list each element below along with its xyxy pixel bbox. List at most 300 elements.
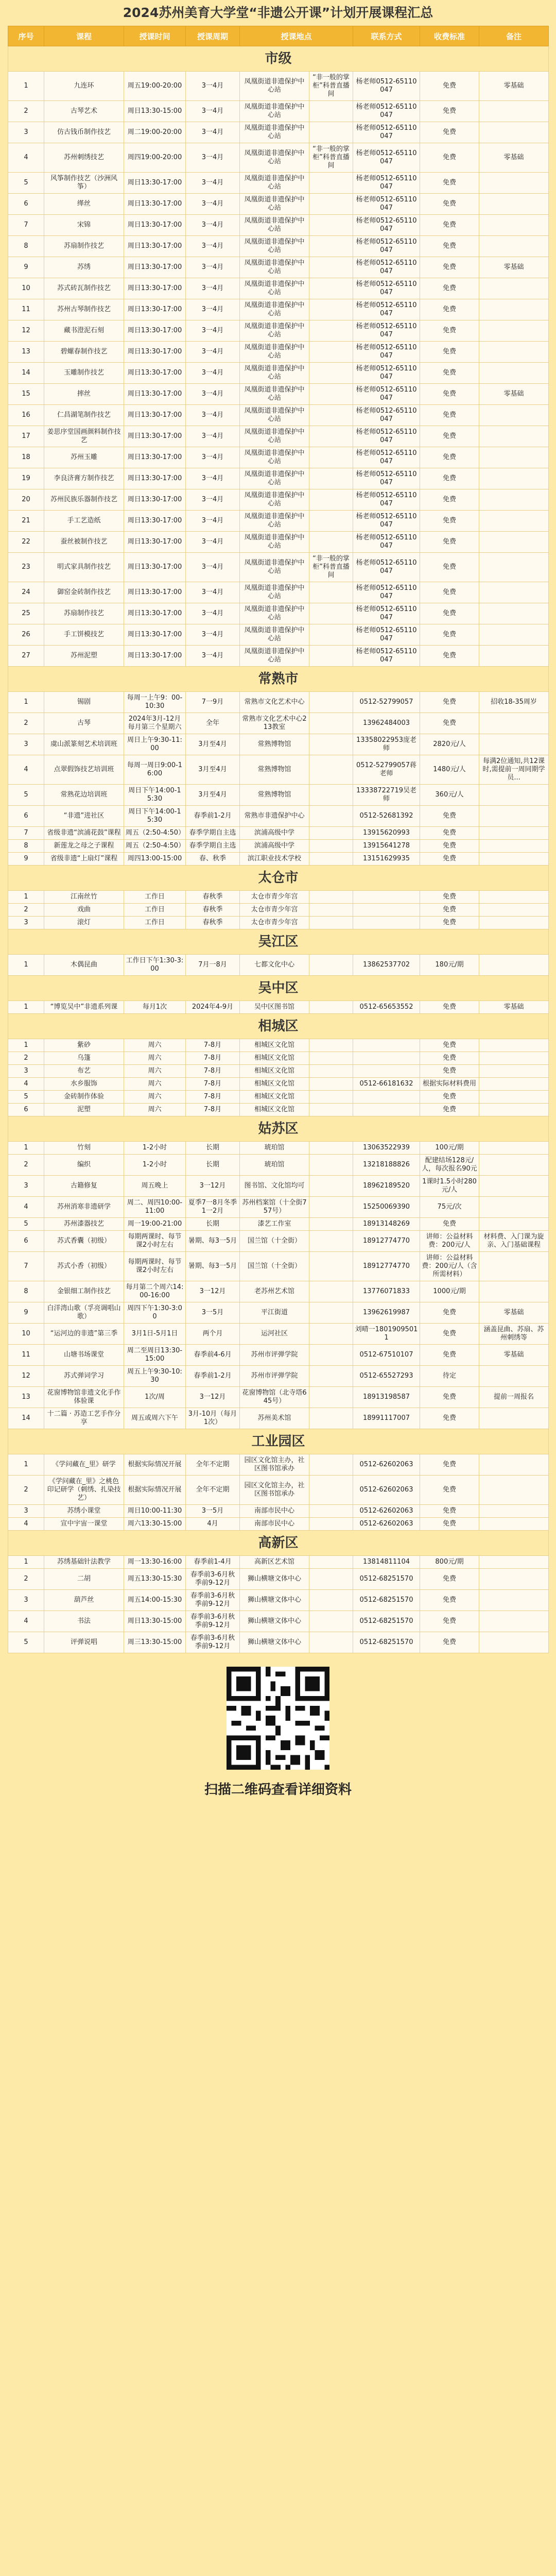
row-note	[479, 1078, 549, 1091]
row-time: 周日13:30-17:00	[124, 363, 186, 384]
row-tag	[309, 1197, 353, 1218]
row-course: 苏式香囊（初级）	[44, 1231, 124, 1252]
row-period: 暑期、每3一5月	[186, 1252, 240, 1281]
row-period: 3一4月	[186, 122, 240, 143]
row-no: 3	[8, 734, 44, 755]
row-fee: 免费	[420, 1505, 479, 1518]
row-note	[479, 1091, 549, 1104]
row-contact: 杨老师0512-65110047	[353, 72, 420, 101]
row-fee: 免费	[420, 582, 479, 603]
row-fee: 免费	[420, 447, 479, 468]
row-fee: 免费	[420, 1590, 479, 1611]
row-tag	[309, 713, 353, 734]
row-tag	[309, 1281, 353, 1302]
row-course: 《学问藏在_里》之桃色印记研学（刺绣、扎染技艺）	[44, 1476, 124, 1505]
row-note	[479, 101, 549, 122]
col-period: 授课周期	[186, 26, 240, 46]
row-period: 3一4月	[186, 603, 240, 624]
row-fee: 根据实际材料费用	[420, 1078, 479, 1091]
row-place: 凤凰街道非遗保护中心站	[240, 236, 309, 257]
row-place: 苏州档案馆（十全街757号）	[240, 1197, 309, 1218]
row-time: 1次/周	[124, 1387, 186, 1408]
table-row	[8, 917, 549, 929]
row-time: 周日13:30-17:00	[124, 384, 186, 405]
row-course: “非遗”进社区	[44, 806, 124, 827]
row-course: 仁昌湖笔制作技艺	[44, 405, 124, 426]
table-row	[8, 1065, 549, 1078]
row-period: 3一12月	[186, 1387, 240, 1408]
row-period: 2024年4-9月	[186, 1001, 240, 1014]
row-place: 凤凰街道非遗保护中心站	[240, 532, 309, 553]
row-tag	[309, 122, 353, 143]
row-period: 春季前3-6月秋季前9-12月	[186, 1569, 240, 1590]
row-period: 春季前1-4月	[186, 1556, 240, 1569]
row-place: 苏州市评弹学院	[240, 1366, 309, 1387]
table-row	[8, 489, 549, 511]
row-time: 周日13:30-17:00	[124, 257, 186, 278]
row-course: 十二篇 · 苏造工艺手作分享	[44, 1408, 124, 1429]
row-course: 戏曲	[44, 904, 124, 917]
row-course: 苏绣基础针法教学	[44, 1556, 124, 1569]
row-fee: 免费	[420, 257, 479, 278]
row-no: 8	[8, 840, 44, 853]
row-note	[479, 1252, 549, 1281]
row-place: 凤凰街道非遗保护中心站	[240, 511, 309, 532]
row-fee: 免费	[420, 891, 479, 904]
row-contact: 13776071833	[353, 1281, 420, 1302]
row-time: 工作日	[124, 917, 186, 929]
row-place: 凤凰街道非遗保护中心站	[240, 143, 309, 173]
table-row	[8, 1302, 549, 1324]
row-time: 周日13:30-17:00	[124, 468, 186, 489]
row-tag	[309, 1366, 353, 1387]
row-time: 周日13:30-17:00	[124, 173, 186, 194]
row-contact: 杨老师0512-65110047	[353, 646, 420, 667]
row-no: 12	[8, 1366, 44, 1387]
row-time: 周一13:30-16:00	[124, 1556, 186, 1569]
row-period: 长期	[186, 1155, 240, 1176]
row-tag	[309, 806, 353, 827]
row-fee: 180元/期	[420, 955, 479, 976]
row-fee: 配建结场128元/人，每次报名90元	[420, 1155, 479, 1176]
row-course: 玉雕制作技艺	[44, 363, 124, 384]
row-no: 4	[8, 1197, 44, 1218]
row-contact: 18991117007	[353, 1408, 420, 1429]
table-row	[8, 1039, 549, 1052]
table-row	[8, 1252, 549, 1281]
row-place: 平江街道	[240, 1302, 309, 1324]
row-time: 周五晚上	[124, 1176, 186, 1197]
row-no: 19	[8, 468, 44, 489]
row-no: 6	[8, 1231, 44, 1252]
row-contact	[353, 1052, 420, 1065]
row-period: 7月一8月	[186, 955, 240, 976]
row-fee: 免费	[420, 194, 479, 215]
row-period: 3一4月	[186, 384, 240, 405]
row-time: 根据实际情况开展	[124, 1454, 186, 1476]
row-period: 3一4月	[186, 426, 240, 447]
row-fee: 免费	[420, 904, 479, 917]
row-place: 园区文化馆主办，社区图书馆承办	[240, 1476, 309, 1505]
row-tag	[309, 1569, 353, 1590]
section-title: 工业园区	[8, 1429, 549, 1454]
table-row	[8, 194, 549, 215]
row-note	[479, 1155, 549, 1176]
row-tag	[309, 840, 353, 853]
row-tag	[309, 489, 353, 511]
row-tag	[309, 1104, 353, 1116]
row-course: 御窑金砖制作技艺	[44, 582, 124, 603]
row-no: 6	[8, 806, 44, 827]
row-place: 七都文化中心	[240, 955, 309, 976]
row-contact: 13338722719吴老师	[353, 785, 420, 806]
row-time: 周日13:30-17:00	[124, 624, 186, 646]
row-period: 3一4月	[186, 511, 240, 532]
table-row	[8, 603, 549, 624]
row-tag	[309, 342, 353, 363]
row-course: 省级非遗“上扇灯”课程	[44, 853, 124, 866]
row-no: 4	[8, 1078, 44, 1091]
row-note	[479, 1454, 549, 1476]
row-period: 3一12月	[186, 1281, 240, 1302]
row-time: 周日13:30-17:00	[124, 278, 186, 299]
row-time: 周二、周四10:00-11:00	[124, 1197, 186, 1218]
row-tag	[309, 734, 353, 755]
row-course: 新莲龙之母之子课程	[44, 840, 124, 853]
row-tag	[309, 1590, 353, 1611]
table-row	[8, 215, 549, 236]
row-fee: 免费	[420, 1518, 479, 1531]
table-row	[8, 101, 549, 122]
row-tag	[309, 278, 353, 299]
row-course: 苏州古琴制作技艺	[44, 299, 124, 320]
row-time: 周二至周日13:30-15:00	[124, 1345, 186, 1366]
row-place: 凤凰街道非遗保护中心站	[240, 320, 309, 342]
row-no: 7	[8, 1252, 44, 1281]
table-row	[8, 624, 549, 646]
row-period: 3一4月	[186, 173, 240, 194]
row-tag	[309, 755, 353, 785]
row-contact: 刘晴一18019095011	[353, 1324, 420, 1345]
row-contact: 杨老师0512-65110047	[353, 489, 420, 511]
row-period: 全年不定期	[186, 1454, 240, 1476]
row-place: 太仓市青少年宫	[240, 917, 309, 929]
row-time: 周五19:00-20:00	[124, 72, 186, 101]
row-time: 周四下午1:30-3:00	[124, 1302, 186, 1324]
table-row	[8, 1632, 549, 1653]
table-row	[8, 278, 549, 299]
row-period: 3一12月	[186, 1176, 240, 1197]
row-place: 凤凰街道非遗保护中心站	[240, 101, 309, 122]
row-no: 1	[8, 1142, 44, 1155]
row-contact: 13814811104	[353, 1556, 420, 1569]
table-row	[8, 257, 549, 278]
row-tag	[309, 1142, 353, 1155]
row-tag	[309, 785, 353, 806]
row-no: 23	[8, 553, 44, 582]
row-tag	[309, 624, 353, 646]
row-no: 5	[8, 1632, 44, 1653]
section-row	[8, 1116, 549, 1142]
row-time: 周六	[124, 1065, 186, 1078]
row-course: 花窗博物馆非遗文化手作体验课	[44, 1387, 124, 1408]
row-tag	[309, 194, 353, 215]
row-no: 2	[8, 713, 44, 734]
row-no: 2	[8, 101, 44, 122]
row-note	[479, 853, 549, 866]
row-course: 苏州刺绣技艺	[44, 143, 124, 173]
row-period: 夏季7一8月冬季1一2月	[186, 1197, 240, 1218]
row-time: 工作日下午1:30-3:00	[124, 955, 186, 976]
row-course: 苏扇制作技艺	[44, 236, 124, 257]
row-period: 全年不定期	[186, 1476, 240, 1505]
row-tag	[309, 405, 353, 426]
row-place: 凤凰街道非遗保护中心站	[240, 582, 309, 603]
row-no: 5	[8, 785, 44, 806]
row-note	[479, 1039, 549, 1052]
row-time: 周日13:30-17:00	[124, 489, 186, 511]
row-tag	[309, 1632, 353, 1653]
row-fee: 免费	[420, 1218, 479, 1231]
row-time: 周日13:30-17:00	[124, 532, 186, 553]
row-period: 3月至4月	[186, 755, 240, 785]
row-tag	[309, 1252, 353, 1281]
row-note	[479, 122, 549, 143]
row-note	[479, 582, 549, 603]
row-tag	[309, 1078, 353, 1091]
row-course: 手工饼模技艺	[44, 624, 124, 646]
row-contact: 13151629935	[353, 853, 420, 866]
row-time: 周日13:30-17:00	[124, 299, 186, 320]
row-time: 周日10:00-11:30	[124, 1505, 186, 1518]
row-fee: 免费	[420, 1611, 479, 1632]
row-time: 周五（2:50-4:50）	[124, 840, 186, 853]
row-no: 3	[8, 1176, 44, 1197]
row-contact: 0512-68251570	[353, 1590, 420, 1611]
row-course: 明式家具制作技艺	[44, 553, 124, 582]
row-course: 苏州漆器技艺	[44, 1218, 124, 1231]
row-time: 周日13:30-17:00	[124, 603, 186, 624]
row-note: 材料费、入门课为旋亲、入门基础课程	[479, 1231, 549, 1252]
section-title: 姑苏区	[8, 1116, 549, 1142]
row-contact: 杨老师0512-65110047	[353, 603, 420, 624]
row-place: 苏州美术馆	[240, 1408, 309, 1429]
row-contact	[353, 1091, 420, 1104]
row-contact: 杨老师0512-65110047	[353, 582, 420, 603]
row-tag	[309, 101, 353, 122]
row-contact: 杨老师0512-65110047	[353, 384, 420, 405]
table-row	[8, 1091, 549, 1104]
row-time: 周日13:30-17:00	[124, 582, 186, 603]
row-contact: 0512-68251570	[353, 1611, 420, 1632]
row-contact: 0512-52799057	[353, 692, 420, 713]
row-course: 苏州民族乐器制作技艺	[44, 489, 124, 511]
row-place: 凤凰街道非遗保护中心站	[240, 468, 309, 489]
row-time: 周日13:30-17:00	[124, 447, 186, 468]
row-fee: 1课时1.5小时280元/人	[420, 1176, 479, 1197]
row-time: 周日13:30-17:00	[124, 320, 186, 342]
row-tag	[309, 1345, 353, 1366]
row-note	[479, 342, 549, 363]
row-course: 乌篷	[44, 1052, 124, 1065]
row-tag	[309, 257, 353, 278]
row-place: 凤凰街道非遗保护中心站	[240, 447, 309, 468]
row-note	[479, 1569, 549, 1590]
row-no: 17	[8, 426, 44, 447]
row-note	[479, 1142, 549, 1155]
row-fee: 免费	[420, 342, 479, 363]
row-contact	[353, 1065, 420, 1078]
row-no: 8	[8, 236, 44, 257]
row-period: 3一4月	[186, 582, 240, 603]
row-time: 周六	[124, 1091, 186, 1104]
row-no: 24	[8, 582, 44, 603]
row-period: 7-8月	[186, 1052, 240, 1065]
row-contact: 0512-65527293	[353, 1366, 420, 1387]
row-note: 每满2位通知,共12课时,需提前一周同期学员...	[479, 755, 549, 785]
row-note	[479, 646, 549, 667]
section-title: 吴江区	[8, 929, 549, 955]
row-course: 古籍修复	[44, 1176, 124, 1197]
row-note	[479, 1176, 549, 1197]
row-contact: 0512-68251570	[353, 1632, 420, 1653]
table-row	[8, 853, 549, 866]
row-note	[479, 1218, 549, 1231]
row-course: 省级非遗“滨浦花鼓”课程	[44, 827, 124, 840]
row-note	[479, 1065, 549, 1078]
row-no: 2	[8, 904, 44, 917]
table-row	[8, 904, 549, 917]
section-row	[8, 1014, 549, 1039]
row-fee: 免费	[420, 1091, 479, 1104]
qr-code-icon[interactable]	[227, 1667, 329, 1770]
row-fee: 免费	[420, 806, 479, 827]
row-place: 花窗博物馆（北寺塔645号）	[240, 1387, 309, 1408]
table-row	[8, 1505, 549, 1518]
row-time: 周日13:30-17:00	[124, 426, 186, 447]
table-row	[8, 1366, 549, 1387]
row-contact: 0512-66181632	[353, 1078, 420, 1091]
row-place: 相城区文化馆	[240, 1091, 309, 1104]
row-no: 15	[8, 384, 44, 405]
row-contact: 杨老师0512-65110047	[353, 468, 420, 489]
row-fee: 免费	[420, 1476, 479, 1505]
table-row	[8, 840, 549, 853]
row-contact	[353, 891, 420, 904]
row-no: 26	[8, 624, 44, 646]
row-note	[479, 785, 549, 806]
row-course: 布艺	[44, 1065, 124, 1078]
row-note	[479, 624, 549, 646]
row-no: 21	[8, 511, 44, 532]
row-tag	[309, 1556, 353, 1569]
row-no: 4	[8, 1611, 44, 1632]
row-period: 3一4月	[186, 278, 240, 299]
table-row	[8, 1408, 549, 1429]
row-place: 相城区文化馆	[240, 1052, 309, 1065]
row-time: 每期两课时、每节课2小时左右	[124, 1252, 186, 1281]
row-fee: 免费	[420, 278, 479, 299]
table-row	[8, 553, 549, 582]
row-no: 5	[8, 1091, 44, 1104]
row-course: 江南丝竹	[44, 891, 124, 904]
table-row	[8, 1345, 549, 1366]
row-fee: 免费	[420, 1454, 479, 1476]
row-tag: “非一般的掌柜”科普直播间	[309, 143, 353, 173]
row-time: 1-2小时	[124, 1155, 186, 1176]
row-contact	[353, 904, 420, 917]
row-fee: 1480元/人	[420, 755, 479, 785]
row-contact: 0512-62602063	[353, 1476, 420, 1505]
row-time: 每月第二个周六14:00-16:00	[124, 1281, 186, 1302]
row-time: 3月1日-5月1日	[124, 1324, 186, 1345]
row-period: 3一4月	[186, 342, 240, 363]
row-time: 工作日	[124, 904, 186, 917]
row-time: 周四13:00-15:00	[124, 853, 186, 866]
table-row	[8, 72, 549, 101]
row-place: 南部市民中心	[240, 1518, 309, 1531]
row-place: 凤凰街道非遗保护中心站	[240, 194, 309, 215]
row-note	[479, 553, 549, 582]
row-course: 常熟花边培训班	[44, 785, 124, 806]
row-period: 春、秋季	[186, 853, 240, 866]
row-note	[479, 904, 549, 917]
row-time: 周日13:30-17:00	[124, 194, 186, 215]
row-note	[479, 806, 549, 827]
row-no: 1	[8, 891, 44, 904]
row-tag	[309, 692, 353, 713]
row-place: 凤凰街道非遗保护中心站	[240, 426, 309, 447]
row-note	[479, 713, 549, 734]
row-no: 8	[8, 1281, 44, 1302]
row-no: 1	[8, 1556, 44, 1569]
row-contact: 杨老师0512-65110047	[353, 426, 420, 447]
row-no: 1	[8, 72, 44, 101]
row-note	[479, 840, 549, 853]
row-place: 凤凰街道非遗保护中心站	[240, 363, 309, 384]
row-note	[479, 215, 549, 236]
row-fee: 讲师：公益材料费：200元/人	[420, 1231, 479, 1252]
table-row	[8, 143, 549, 173]
row-contact: 0512-62602063	[353, 1454, 420, 1476]
row-course: 苏绣	[44, 257, 124, 278]
row-period: 春季前3-6月秋季前9-12月	[186, 1590, 240, 1611]
row-fee: 免费	[420, 72, 479, 101]
row-no: 2	[8, 1476, 44, 1505]
row-contact	[353, 1039, 420, 1052]
row-place: 图书馆、文化馆均可	[240, 1176, 309, 1197]
row-place: 国兰馆（十全街）	[240, 1231, 309, 1252]
row-no: 3	[8, 122, 44, 143]
row-note	[479, 194, 549, 215]
row-course: 书法	[44, 1611, 124, 1632]
row-time: 周日下午14:00-15:30	[124, 785, 186, 806]
row-place: 太仓市青少年宫	[240, 891, 309, 904]
row-note	[479, 363, 549, 384]
row-course: 仿古钱币制作技艺	[44, 122, 124, 143]
row-note	[479, 955, 549, 976]
row-fee: 免费	[420, 299, 479, 320]
table-row	[8, 1611, 549, 1632]
row-place: 凤凰街道非遗保护中心站	[240, 278, 309, 299]
row-course: 木偶昆曲	[44, 955, 124, 976]
row-tag	[309, 384, 353, 405]
row-period: 长期	[186, 1218, 240, 1231]
row-no: 11	[8, 1345, 44, 1366]
row-fee: 免费	[420, 215, 479, 236]
row-tag	[309, 236, 353, 257]
row-tag	[309, 1611, 353, 1632]
